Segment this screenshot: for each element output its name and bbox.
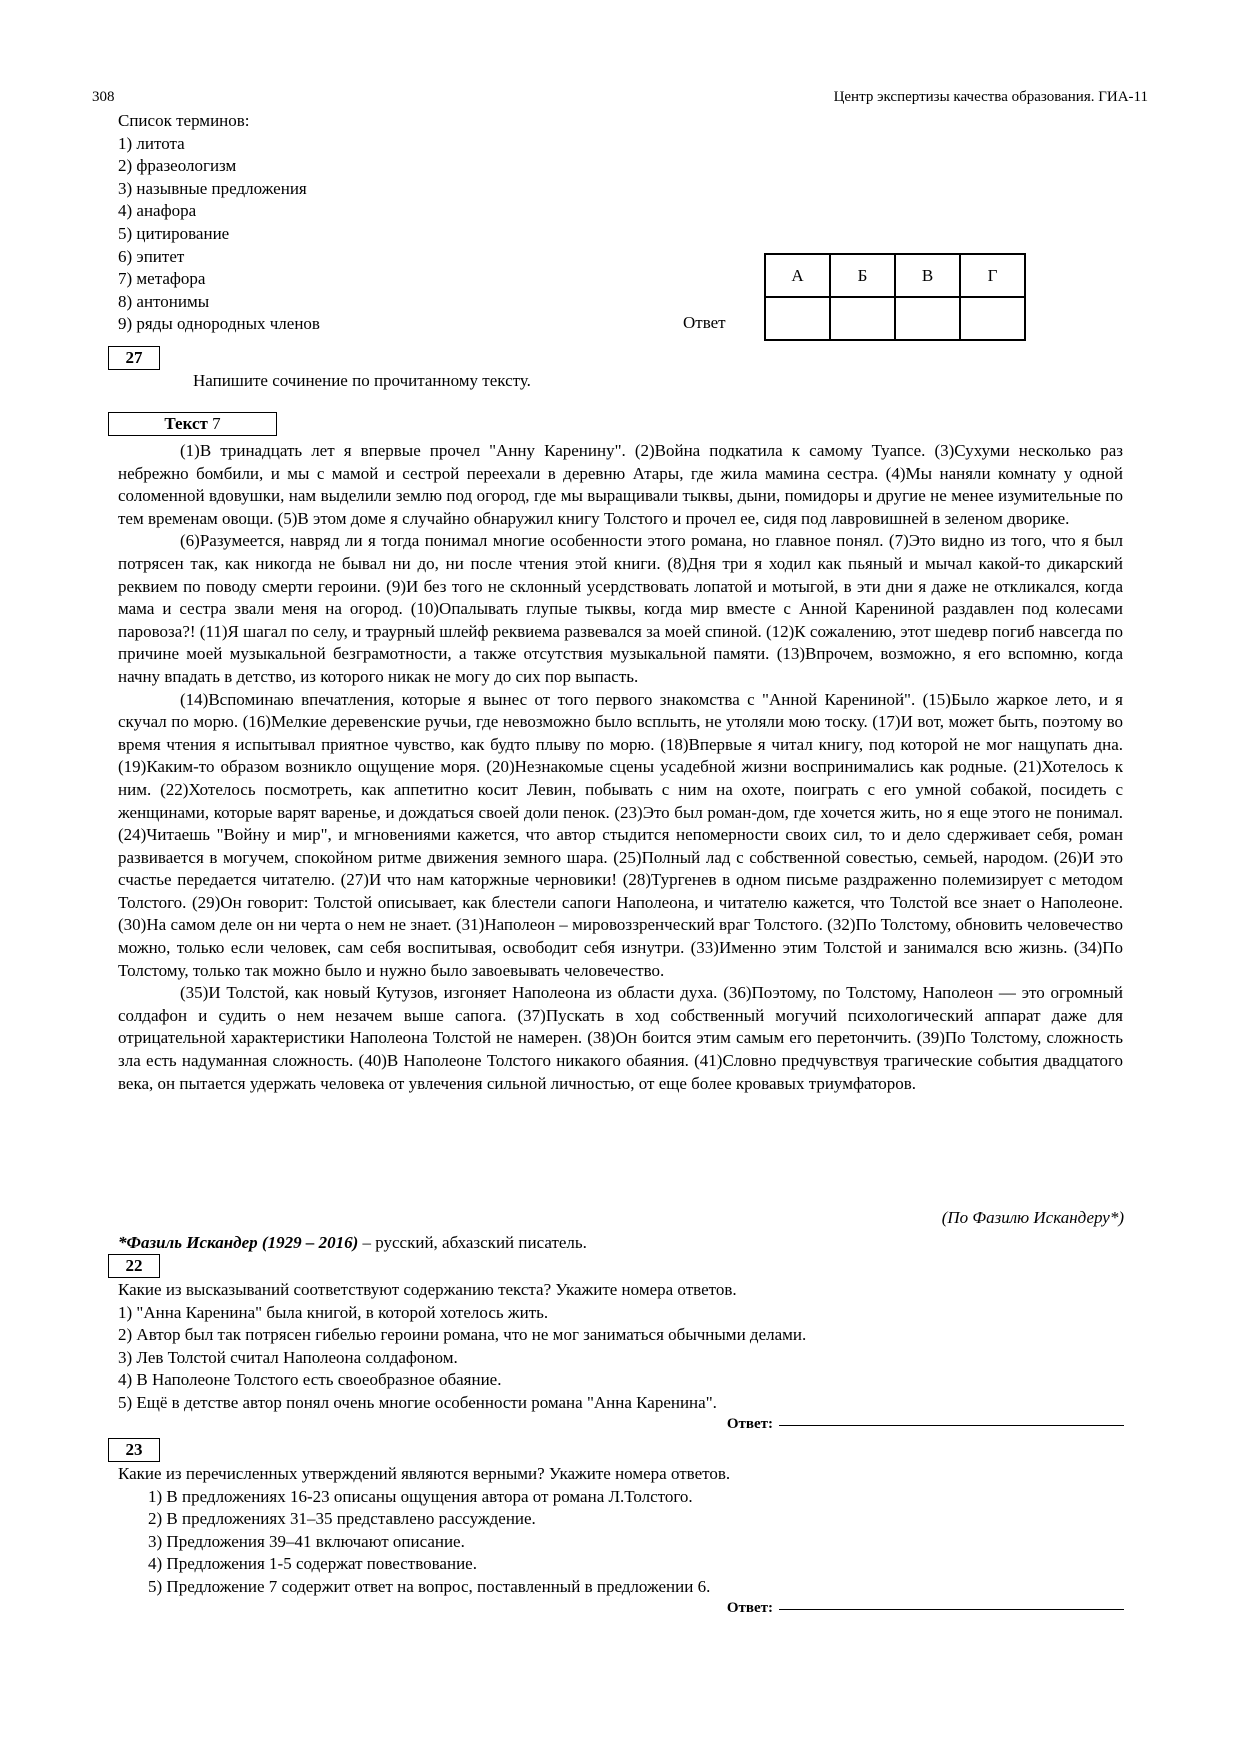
term-item: 1) литота bbox=[118, 133, 185, 153]
task-23-answer[interactable] bbox=[727, 1600, 1124, 1617]
grid-answer-cell-v[interactable] bbox=[895, 297, 960, 340]
task-23-option: 1) В предложениях 16-23 описаны ощущения автора от романа Л.Толстого. bbox=[148, 1486, 693, 1506]
answer-grid bbox=[764, 253, 1026, 341]
task-22-option: 2) Автор был так потрясен гибелью героини романа, что не мог заниматься обычными делами. bbox=[118, 1325, 807, 1345]
task-23-option: 5) Предложение 7 содержит ответ на вопрос, поставленный в предложении 6. bbox=[148, 1576, 711, 1596]
task-22-option: 3) Лев Толстой считал Наполеона солдафоном. bbox=[118, 1347, 458, 1367]
task-23 bbox=[118, 1463, 730, 1599]
author-note bbox=[118, 1233, 587, 1253]
terms-title: Список терминов: bbox=[118, 111, 250, 130]
term-item: 5) цитирование bbox=[118, 223, 230, 243]
author-name: *Фазиль Искандер (1929 – 2016) bbox=[118, 1233, 359, 1252]
task-23-answer-label: Ответ: bbox=[726, 1600, 773, 1616]
author-description: – русский, абхазский писатель. bbox=[358, 1233, 587, 1252]
term-item: 3) назывные предложения bbox=[118, 178, 307, 198]
task-27-number: 27 bbox=[108, 346, 160, 370]
essay-source: (По Фазилю Искандеру*) bbox=[941, 1208, 1124, 1227]
task-23-number: 23 bbox=[108, 1438, 160, 1462]
answer-grid-label: Ответ bbox=[683, 313, 726, 332]
term-item: 9) ряды однородных членов bbox=[118, 314, 320, 334]
term-item: 4) анафора bbox=[118, 201, 197, 221]
task-22-question: Какие из высказываний соответствуют содержанию текста? Укажите номера ответов. bbox=[118, 1280, 737, 1299]
terms-list bbox=[118, 110, 320, 336]
running-header: Центр экспертизы качества образования. ГИА-11 bbox=[833, 89, 1148, 105]
task-22-number: 22 bbox=[108, 1254, 160, 1278]
task-22-answer[interactable] bbox=[727, 1416, 1124, 1433]
task-22 bbox=[118, 1279, 806, 1415]
term-item: 7) метафора bbox=[118, 269, 206, 289]
task-22-answer-line[interactable] bbox=[779, 1424, 1124, 1426]
grid-answer-cell-g[interactable] bbox=[960, 297, 1025, 340]
grid-header-b: Б bbox=[830, 254, 895, 297]
essay-paragraph: (1)В тринадцать лет я впервые прочел "Анну Каренину". (2)Война подкатила к самому Туапсе. (3)Сухуми несколько раз небрежно бомбили, и мы с мамой и сестрой переехали в деревню Атары, где жила мамина сестра. (4)Мы наняли комнату у одной соломенной вдовушки, нам выделили землю под огород, где мы выращивали тыквы, дыни, помидоры и другие не менее изумительные по тем временам овощи. (5)В этом доме я случайно обнаружил книгу Толстого и прочел ее, сидя под лавровишней в зеленом дворике. bbox=[118, 441, 1123, 528]
task-22-answer-label: Ответ: bbox=[726, 1416, 773, 1432]
task-22-option: 4) В Наполеоне Толстого есть своеобразное обаяние. bbox=[118, 1370, 502, 1390]
grid-header-v: В bbox=[895, 254, 960, 297]
task-23-option: 3) Предложения 39–41 включают описание. bbox=[148, 1531, 465, 1551]
term-item: 6) эпитет bbox=[118, 246, 185, 266]
text-label-number: 7 bbox=[212, 414, 221, 433]
task-23-option: 2) В предложениях 31–35 представлено рассуждение. bbox=[148, 1509, 536, 1529]
grid-header-a: А bbox=[765, 254, 830, 297]
essay-text bbox=[118, 440, 1123, 1095]
essay-paragraph: (35)И Толстой, как новый Кутузов, изгоняет Наполеона из области духа. (36)Поэтому, по Толстому, Наполеон — это огромный солдафон и судить о нем незачем выше сапога. (37)Пускать в ход собственный могучий психологический аппарат даже для отрицательной характеристики Наполеона Толстой не намерен. (38)Он боится этим самым его перетончить. (39)По Толстому, сложность зла есть надуманная сложность. (40)В Наполеоне Толстого никакого обаяния. (41)Словно предчувствуя трагические события двадцатого века, он пытается удержать человека от увлечения сильной личностью, от еще более кровавых триумфаторов. bbox=[118, 983, 1123, 1093]
task-23-question: Какие из перечисленных утверждений являются верными? Укажите номера ответов. bbox=[118, 1464, 731, 1483]
text-label-word: Текст bbox=[164, 414, 208, 433]
text-label-box bbox=[108, 412, 277, 436]
task-22-option: 5) Ещё в детстве автор понял очень многие особенности романа "Анна Каренина". bbox=[118, 1392, 717, 1412]
task-27-prompt: Напишите сочинение по прочитанному тексту. bbox=[193, 371, 531, 390]
grid-answer-cell-a[interactable] bbox=[765, 297, 830, 340]
task-23-answer-line[interactable] bbox=[779, 1608, 1124, 1610]
task-22-option: 1) "Анна Каренина" была книгой, в которой хотелось жить. bbox=[118, 1302, 549, 1322]
essay-paragraph: (14)Вспоминаю впечатления, которые я вынес от того первого знакомства с "Анной Карениной". (15)Было жаркое лето, и я скучал по морю. (16)Мелкие деревенские ручьи, где невозможно было всплыть, не утоляли мою тоску. (17)И вот, может быть, поэтому во время чтения я испытывал приятное чувство, как будто плыву по морю. (18)Впервые я читал книгу, под которой не мог нащупать дна. (19)Каким-то образом возникло ощущение моря. (20)Незнакомые сцены усадебной жизни воспринимались как родные. (21)Хотелось к ним. (22)Хотелось посмотреть, как аппетитно косит Левин, побывать с ним на охоте, поиграть с его умной собакой, посидеть с женщинами, которые варят варенье, и дождаться своей доли пенок. (23)Это был роман-дом, где хочется жить, но я еще этого не понимал. (24)Читаешь "Войну и мир", и мгновениями кажется, что автор стыдится непомерности своих сил, то и дело сдерживает себя, роман развивается в могучем, спокойном ритме движения земного шара. (25)Полный лад с собственной совестью, семьей, народом. (26)И это счастье передается читателю. (27)И что нам каторжные черновики! (28)Тургенев в одном письме раздраженно полемизирует с методом Толстого. (29)Он говорит: Толстой описывает, как блестели сапоги Наполеона, и читателю кажется, что Толстой все знает о Наполеоне. (30)На самом деле он ни черта о нем не знает. (31)Наполеон – мировоззренческий враг Толстого. (32)По Толстому, обновить человечество можно, только если человек, сам себя воспитывая, освободит себя изнутри. (33)Именно этим Толстой и занимался всю жизнь. (34)По Толстому, только так можно было и нужно было завоевывать человечество. bbox=[118, 689, 1123, 980]
term-item: 8) антонимы bbox=[118, 291, 210, 311]
page-number: 308 bbox=[92, 89, 115, 105]
essay-paragraph: (6)Разумеется, навряд ли я тогда понимал многие особенности этого романа, но главное понял. (7)Это видно из того, что я был потрясен так, как никогда не бывал ни до, ни после чтения этой книги. (8)Дня три я ходил как пьяный и мычал какой-то дикарский реквием по поводу смерти героини. (9)И без того не склонный усердствовать лопатой и мотыгой, в эти дни я даже не откликался, когда мама и сестра звали меня на огород. (10)Опалывать глупые тыквы, когда мир вместе с Анной Карениной раздавлен под колесами паровоза?! (11)Я шагал по селу, и траурный шлейф реквиема развевался за моей спиной. (12)К сожалению, этот шедевр погиб навсегда по причине моей музыкальной безграмотности, а также отсутствия музыкальной памяти. (13)Впрочем, возможно, я его вспомню, когда начну впадать в детство, из которого никак не могу до сих пор выпасть. bbox=[118, 531, 1123, 686]
grid-answer-cell-b[interactable] bbox=[830, 297, 895, 340]
term-item: 2) фразеологизм bbox=[118, 156, 237, 176]
grid-header-g: Г bbox=[960, 254, 1025, 297]
task-23-option: 4) Предложения 1-5 содержат повествование. bbox=[148, 1554, 477, 1574]
